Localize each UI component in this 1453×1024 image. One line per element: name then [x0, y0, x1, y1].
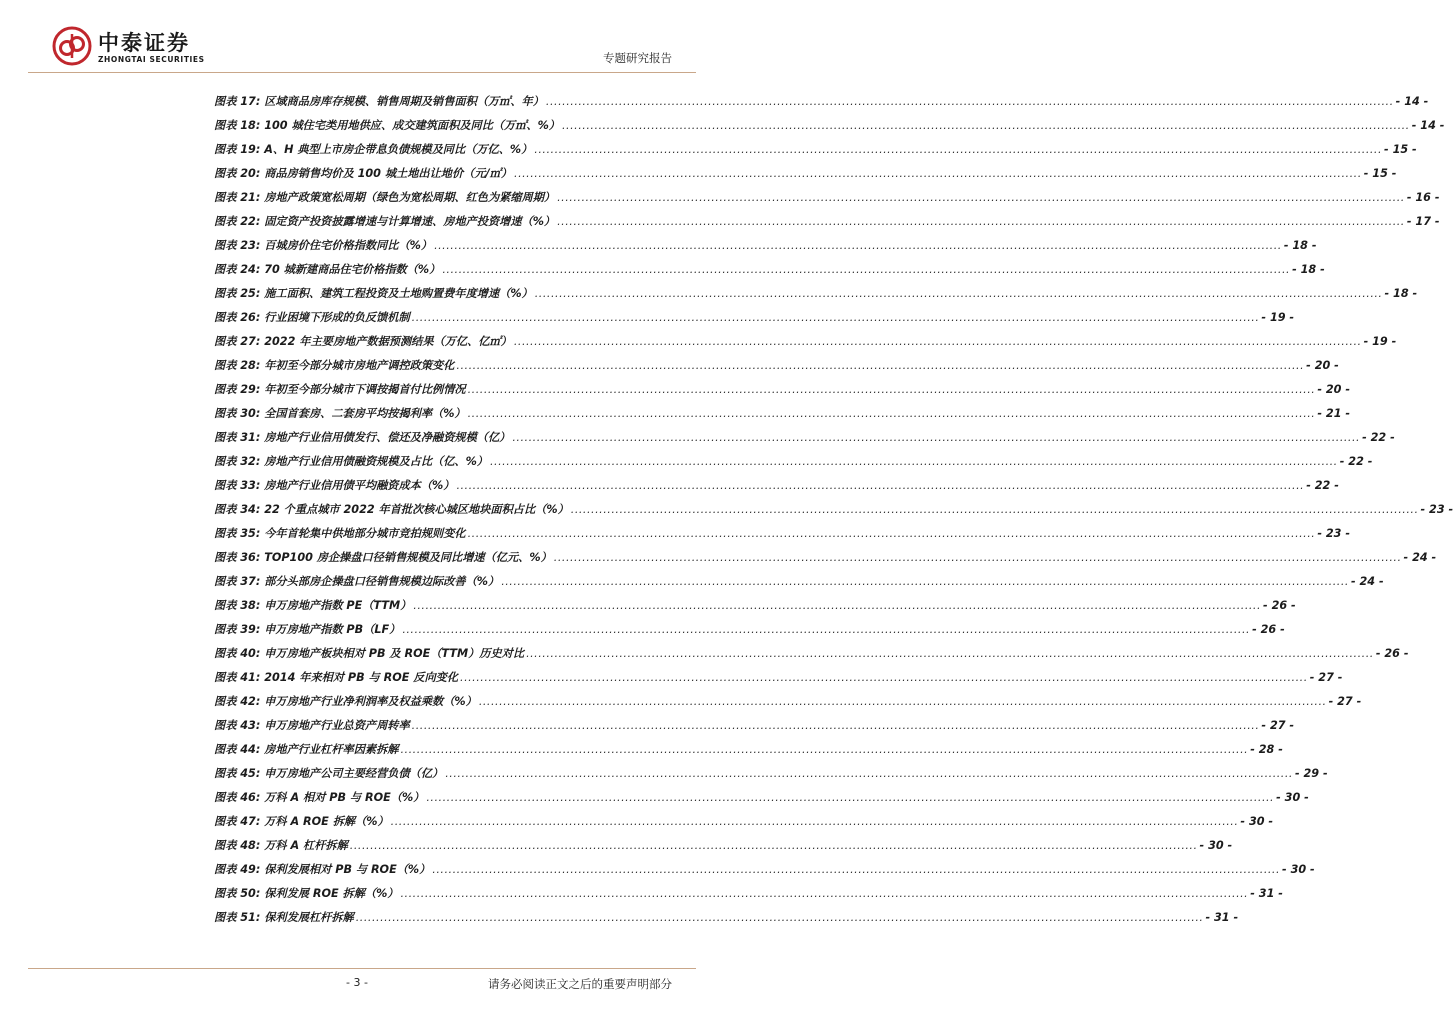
toc-entry-page-number: - 17 - — [1406, 215, 1440, 228]
toc-entry-leader-dots — [350, 839, 1198, 852]
toc-entry-title: 房地产行业信用债平均融资成本（%） — [264, 479, 455, 492]
toc-entry-label: 图表 22: — [214, 215, 261, 228]
toc-entry-label: 图表 44: — [214, 743, 261, 756]
toc-entry-leader-dots — [535, 287, 1383, 300]
toc-entry[interactable] — [214, 429, 1395, 453]
toc-entry-leader-dots — [501, 575, 1349, 588]
toc-entry-page-number: - 30 - — [1282, 863, 1315, 876]
toc-entry-label: 图表 51: — [214, 911, 261, 924]
page-number: - 3 - — [346, 976, 368, 989]
toc-entry-label: 图表 19: — [214, 143, 261, 156]
toc-entry[interactable] — [214, 453, 1373, 477]
toc-entry[interactable] — [214, 189, 1440, 213]
toc-entry-page-number: - 26 - — [1263, 599, 1296, 612]
toc-entry-leader-dots — [412, 311, 1260, 324]
toc-entry-page-number: - 19 - — [1261, 311, 1295, 324]
toc-entry-page-number: - 23 - — [1420, 503, 1453, 516]
toc-entry-label: 图表 41: — [214, 671, 261, 684]
toc-entry-title: 万科 A ROE 拆解（%） — [264, 815, 389, 828]
toc-entry-label: 图表 47: — [214, 815, 261, 828]
toc-entry-title: 百城房价住宅价格指数同比（%） — [264, 239, 433, 252]
toc-entry-title: 年初至今部分城市下调按揭首付比例情况 — [264, 383, 466, 396]
toc-entry-leader-dots — [534, 143, 1382, 156]
toc-entry-label: 图表 23: — [214, 239, 261, 252]
toc-entry[interactable] — [214, 477, 1339, 501]
toc-entry[interactable] — [214, 237, 1317, 261]
toc-entry-leader-dots — [412, 719, 1260, 732]
toc-entry-title: 房地产行业杠杆率因素拆解 — [264, 743, 399, 756]
toc-entry[interactable] — [214, 597, 1296, 621]
toc-entry[interactable] — [214, 861, 1315, 885]
toc-entry-page-number: - 21 - — [1317, 407, 1351, 420]
toc-entry-label: 图表 25: — [214, 287, 261, 300]
footer-divider — [28, 968, 696, 969]
toc-entry-page-number: - 31 - — [1250, 887, 1283, 900]
toc-entry-label: 图表 28: — [214, 359, 261, 372]
toc-entry[interactable] — [214, 669, 1343, 693]
toc-entry-page-number: - 30 - — [1240, 815, 1274, 828]
toc-entry[interactable] — [214, 405, 1351, 429]
toc-entry-leader-dots — [479, 695, 1327, 708]
toc-entry[interactable] — [214, 525, 1351, 549]
toc-entry-page-number: - 30 - — [1276, 791, 1309, 804]
toc-entry-label: 图表 27: — [214, 335, 261, 348]
toc-entry-page-number: - 22 - — [1339, 455, 1373, 468]
toc-entry-title: 70 城新建商品住宅价格指数（%） — [264, 263, 441, 276]
toc-entry[interactable] — [214, 333, 1397, 357]
toc-entry-label: 图表 35: — [214, 527, 261, 540]
toc-entry-page-number: - 16 - — [1406, 191, 1440, 204]
toc-entry-leader-dots — [557, 215, 1405, 228]
toc-entry[interactable] — [214, 381, 1351, 405]
toc-entry-title: 申万房地产板块相对 PB 及 ROE（TTM）历史对比 — [264, 647, 525, 660]
toc-entry-title: TOP100 房企操盘口径销售规模及同比增速（亿元、%） — [264, 551, 552, 564]
toc-entry-label: 图表 48: — [214, 839, 261, 852]
toc-entry-title: 固定资产投资披露增速与计算增速、房地产投资增速（%） — [264, 215, 556, 228]
toc-entry-leader-dots — [514, 335, 1362, 348]
toc-entry-title: 部分头部房企操盘口径销售规模边际改善（%） — [264, 575, 500, 588]
toc-entry-title: 万科 A 相对 PB 与 ROE（%） — [264, 791, 425, 804]
toc-entry-page-number: - 27 - — [1328, 695, 1362, 708]
toc-entry-label: 图表 21: — [214, 191, 261, 204]
toc-entry-page-number: - 24 - — [1350, 575, 1384, 588]
toc-entry-leader-dots — [432, 863, 1280, 876]
toc-entry-leader-dots — [434, 239, 1282, 252]
toc-entry-leader-dots — [442, 263, 1290, 276]
toc-entry-page-number: - 22 - — [1306, 479, 1339, 492]
toc-entry[interactable] — [214, 501, 1453, 525]
toc-entry-title: 万科 A 杠杆拆解 — [264, 839, 348, 852]
toc-entry[interactable] — [214, 261, 1325, 285]
toc-entry-title: 申万房地产指数 PE（TTM） — [264, 599, 412, 612]
toc-entry[interactable] — [214, 309, 1295, 333]
toc-entry-page-number: - 29 - — [1294, 767, 1328, 780]
page-header — [0, 0, 724, 80]
toc-entry-title: 申万房地产指数 PB（LF） — [264, 623, 401, 636]
toc-entry-leader-dots — [460, 671, 1308, 684]
toc-entry-leader-dots — [571, 503, 1419, 516]
toc-entry-title: 商品房销售均价及 100 城土地出让地价（元/㎡） — [264, 167, 513, 180]
toc-entry-page-number: - 20 - — [1306, 359, 1339, 372]
toc-entry-page-number: - 18 - — [1283, 239, 1317, 252]
toc-entry-title: 申万房地产公司主要经营负债（亿） — [264, 767, 444, 780]
toc-entry-label: 图表 45: — [214, 767, 261, 780]
toc-entry-label: 图表 18: — [214, 119, 261, 132]
toc-entry-leader-dots — [546, 95, 1394, 108]
toc-entry-leader-dots — [456, 359, 1304, 372]
toc-entry-title: 2014 年来相对 PB 与 ROE 反向变化 — [264, 671, 459, 684]
report-type-label: 专题研究报告 — [603, 51, 672, 65]
toc-entry[interactable] — [214, 141, 1417, 165]
toc-entry-label: 图表 20: — [214, 167, 261, 180]
toc-entry-title: 房地产政策宽松周期（绿色为宽松周期、红色为紧缩周期） — [264, 191, 556, 204]
toc-entry-page-number: - 19 - — [1363, 335, 1397, 348]
toc-entry-leader-dots — [401, 887, 1249, 900]
toc-entry[interactable] — [214, 885, 1283, 909]
toc-entry-label: 图表 34: — [214, 503, 261, 516]
toc-entry-leader-dots — [400, 743, 1248, 756]
toc-entry-leader-dots — [554, 551, 1402, 564]
company-logo — [52, 26, 222, 70]
toc-entry-page-number: - 26 - — [1375, 647, 1409, 660]
toc-entry-label: 图表 29: — [214, 383, 261, 396]
zhongtai-logo-icon — [52, 26, 92, 66]
toc-entry-label: 图表 17: — [214, 95, 261, 108]
toc-entry[interactable] — [214, 789, 1309, 813]
toc-entry-label: 图表 33: — [214, 479, 261, 492]
header-divider — [28, 72, 696, 73]
toc-entry-title: 房地产行业信用债发行、偿还及净融资规模（亿） — [264, 431, 511, 444]
toc-entry[interactable] — [214, 693, 1362, 717]
toc-entry-page-number: - 26 - — [1252, 623, 1285, 636]
toc-entry-page-number: - 30 - — [1199, 839, 1233, 852]
toc-entry-leader-dots — [413, 599, 1261, 612]
toc-entry[interactable] — [214, 117, 1445, 141]
toc-entry-leader-dots — [456, 479, 1304, 492]
toc-entry-title: 行业困境下形成的负反馈机制 — [264, 311, 410, 324]
toc-entry-title: 保利发展 ROE 拆解（%） — [264, 887, 399, 900]
logo-english-name: ZHONGTAI SECURITIES — [98, 55, 205, 64]
toc-entry-title: 房地产行业信用债融资规模及占比（亿、%） — [264, 455, 488, 468]
toc-entry[interactable] — [214, 357, 1339, 381]
toc-entry[interactable] — [214, 93, 1429, 117]
toc-entry-leader-dots — [526, 647, 1374, 660]
toc-entry-page-number: - 20 - — [1317, 383, 1351, 396]
toc-entry-leader-dots — [514, 167, 1362, 180]
toc-entry[interactable] — [214, 741, 1283, 765]
toc-entry-label: 图表 46: — [214, 791, 261, 804]
toc-entry-label: 图表 38: — [214, 599, 261, 612]
toc-entry-title: 今年首轮集中供地部分城市竞拍规则变化 — [264, 527, 466, 540]
toc-entry-leader-dots — [490, 455, 1338, 468]
toc-entry[interactable] — [214, 645, 1409, 669]
toc-entry-label: 图表 49: — [214, 863, 261, 876]
toc-entry-title: 100 城住宅类用地供应、成交建筑面积及同比（万㎡、%） — [264, 119, 560, 132]
toc-entry[interactable] — [214, 165, 1397, 189]
toc-entry-page-number: - 27 - — [1261, 719, 1295, 732]
toc-entry-label: 图表 39: — [214, 623, 261, 636]
toc-entry-leader-dots — [512, 431, 1360, 444]
toc-entry-page-number: - 23 - — [1317, 527, 1351, 540]
toc-entry-title: 年初至今部分城市房地产调控政策变化 — [264, 359, 455, 372]
toc-entry-leader-dots — [468, 527, 1316, 540]
toc-entry-title: 保利发展相对 PB 与 ROE（%） — [264, 863, 431, 876]
toc-entry-title: 申万房地产行业净利润率及权益乘数（%） — [264, 695, 477, 708]
toc-entry-leader-dots — [468, 383, 1316, 396]
toc-entry-leader-dots — [562, 119, 1410, 132]
toc-entry-label: 图表 42: — [214, 695, 261, 708]
toc-entry-label: 图表 43: — [214, 719, 261, 732]
toc-entry-label: 图表 24: — [214, 263, 261, 276]
toc-entry-page-number: - 27 - — [1309, 671, 1343, 684]
toc-entry-title: 申万房地产行业总资产周转率 — [264, 719, 410, 732]
toc-entry[interactable] — [214, 573, 1384, 597]
toc-entry-page-number: - 24 - — [1403, 551, 1437, 564]
toc-entry-page-number: - 18 - — [1292, 263, 1325, 276]
toc-entry-page-number: - 14 - — [1411, 119, 1445, 132]
toc-entry-label: 图表 26: — [214, 311, 261, 324]
toc-entry-page-number: - 14 - — [1395, 95, 1429, 108]
toc-entry-page-number: - 28 - — [1250, 743, 1283, 756]
toc-entry-label: 图表 50: — [214, 887, 261, 900]
toc-entry-leader-dots — [445, 767, 1293, 780]
toc-entry[interactable] — [214, 837, 1233, 861]
toc-entry-leader-dots — [356, 911, 1204, 924]
toc-entry-label: 图表 37: — [214, 575, 261, 588]
toc-entry-leader-dots — [402, 623, 1250, 636]
toc-entry-page-number: - 22 - — [1362, 431, 1395, 444]
toc-entry-label: 图表 36: — [214, 551, 261, 564]
toc-entry-page-number: - 15 - — [1363, 167, 1397, 180]
toc-entry[interactable] — [214, 765, 1328, 789]
toc-entry-page-number: - 15 - — [1384, 143, 1417, 156]
toc-entry-title: A、H 典型上市房企带息负债规模及同比（万亿、%） — [264, 143, 533, 156]
footer-disclaimer: 请务必阅读正文之后的重要声明部分 — [488, 977, 672, 991]
toc-entry-leader-dots — [426, 791, 1274, 804]
toc-entry-title: 22 个重点城市 2022 年首批次核心城区地块面积占比（%） — [264, 503, 569, 516]
toc-entry[interactable] — [214, 213, 1440, 237]
toc-entry-title: 全国首套房、二套房平均按揭利率（%） — [264, 407, 466, 420]
toc-entry-title: 2022 年主要房地产数据预测结果（万亿、亿㎡） — [264, 335, 512, 348]
toc-entry[interactable] — [214, 285, 1418, 309]
toc-entry-title: 区域商品房库存规模、销售周期及销售面积（万㎡、年） — [264, 95, 544, 108]
toc-entry-label: 图表 32: — [214, 455, 261, 468]
toc-entry-title: 保利发展杠杆拆解 — [264, 911, 354, 924]
toc-entry[interactable] — [214, 813, 1274, 837]
toc-entry-label: 图表 40: — [214, 647, 261, 660]
toc-entry-leader-dots — [557, 191, 1405, 204]
toc-entry-label: 图表 31: — [214, 431, 261, 444]
toc-entry-label: 图表 30: — [214, 407, 261, 420]
toc-entry-page-number: - 18 - — [1384, 287, 1418, 300]
toc-entry-title: 施工面积、建筑工程投资及土地购置费年度增速（%） — [264, 287, 533, 300]
toc-entry[interactable] — [214, 909, 1239, 933]
toc-entry[interactable] — [214, 621, 1285, 645]
toc-entry-page-number: - 31 - — [1205, 911, 1239, 924]
toc-entry-leader-dots — [468, 407, 1316, 420]
toc-entry-leader-dots — [391, 815, 1239, 828]
table-of-figures — [214, 93, 1453, 933]
toc-entry[interactable] — [214, 549, 1437, 573]
toc-entry[interactable] — [214, 717, 1295, 741]
logo-chinese-name: 中泰证券 — [98, 31, 190, 55]
